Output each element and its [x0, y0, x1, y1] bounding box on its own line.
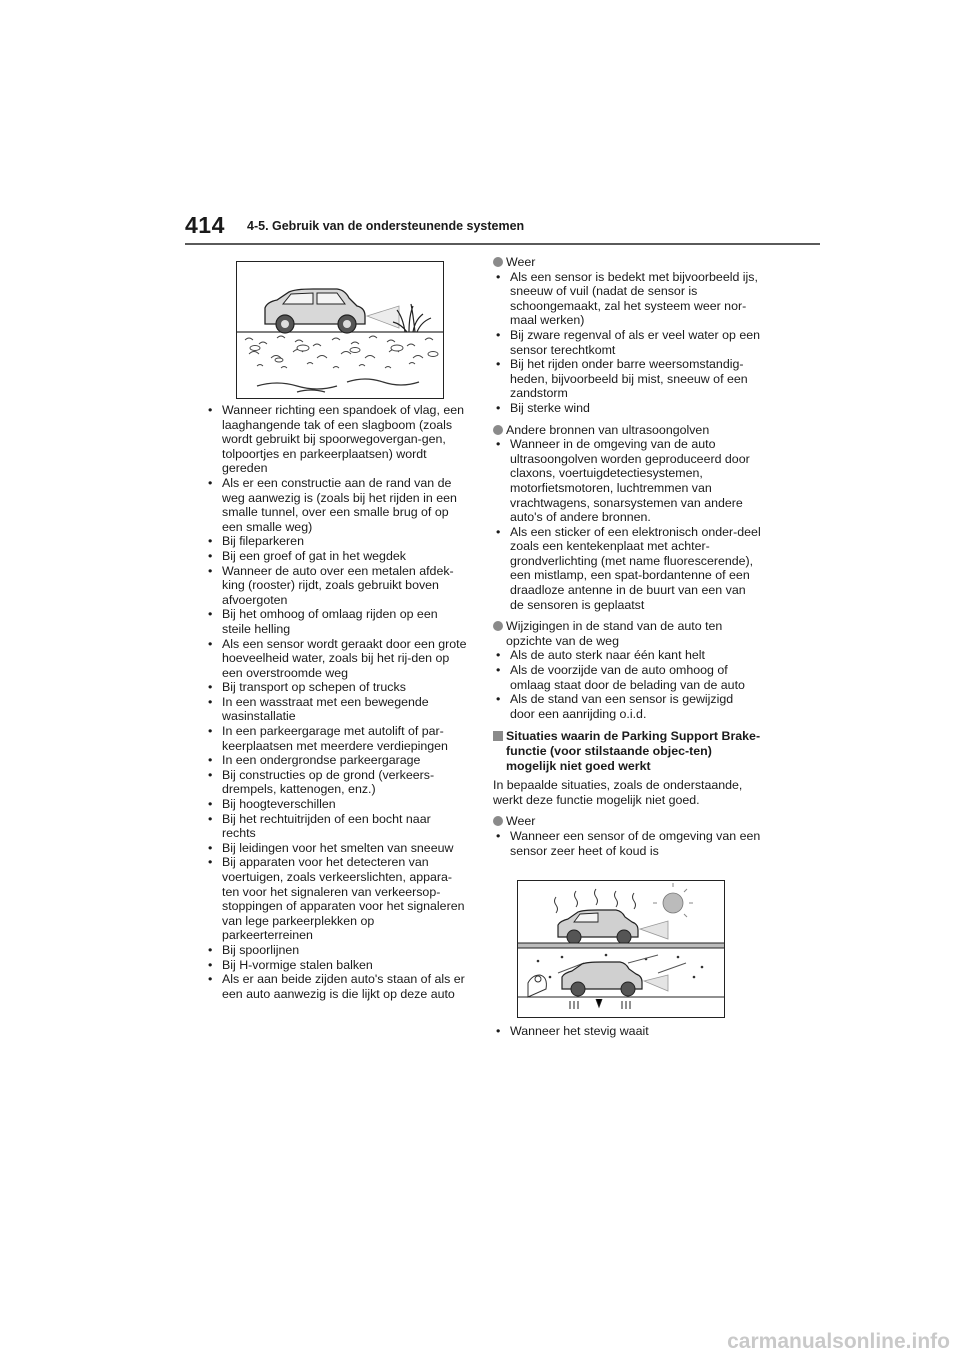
- list-item: • Bij hoogteverschillen: [205, 797, 467, 812]
- list-item: • Bij spoorlijnen: [205, 943, 467, 958]
- list-item: • In een wasstraat met een bewegende wasinstallatie: [205, 695, 467, 724]
- situations-heading: Situaties waarin de Parking Support Brake-functie (voor stilstaande objec-ten) mogelijk niet goed werkt: [493, 729, 761, 773]
- position-list: [493, 648, 761, 721]
- left-column: [205, 403, 467, 1001]
- list-item: • Bij H-vormige stalen balken: [205, 958, 467, 973]
- left-bullet-list: [205, 403, 467, 1001]
- ultrasound-list: [493, 437, 761, 612]
- watermark-text: carmanualsonline.info: [727, 1330, 950, 1353]
- header-rule: [185, 243, 820, 245]
- weather2-list: [493, 829, 761, 858]
- right-column: [493, 255, 761, 858]
- list-item: • Wanneer een sensor of de omgeving van een sensor zeer heet of koud is: [493, 829, 761, 858]
- list-item: • Bij zware regenval of als er veel water op een sensor terechtkomt: [493, 328, 761, 357]
- list-item: • Als er aan beide zijden auto's staan of als er een auto aanwezig is die lijkt op deze auto: [205, 972, 467, 1001]
- weather2-heading: Weer: [493, 814, 761, 829]
- list-item: • Als de stand van een sensor is gewijzigd door een aanrijding o.i.d.: [493, 692, 761, 721]
- illustration-heat-cold: [517, 880, 725, 1018]
- list-item: • Bij leidingen voor het smelten van sneeuw: [205, 841, 467, 856]
- heat-cold-drawing: [518, 881, 724, 1017]
- list-item: • Bij het omhoog of omlaag rijden op een steile helling: [205, 607, 467, 636]
- list-item: • Bij apparaten voor het detecteren van voertuigen, zoals verkeerslichten, appara-ten voor het signaleren van verkeersop-stoppingen of apparaten voor het signaleren van lege parkeerplekken op parkeerterreinen: [205, 855, 467, 943]
- list-item: • In een parkeergarage met autolift of par-keerplaatsen met meerdere verdiepingen: [205, 724, 467, 753]
- list-item: • In een ondergrondse parkeergarage: [205, 753, 467, 768]
- list-item: • Bij het rechtuitrijden of een bocht naar rechts: [205, 812, 467, 841]
- after-figure-block: [493, 1024, 761, 1039]
- circle-bullet-icon: [493, 257, 503, 267]
- weather-list: [493, 270, 761, 416]
- after-figure-list: [493, 1024, 761, 1039]
- ultrasound-heading: Andere bronnen van ultrasoongolven: [493, 423, 761, 438]
- circle-bullet-icon: [493, 425, 503, 435]
- list-item: • Bij een groef of gat in het wegdek: [205, 549, 467, 564]
- circle-bullet-icon: [493, 816, 503, 826]
- circle-bullet-icon: [493, 621, 503, 631]
- list-item: • Bij fileparkeren: [205, 534, 467, 549]
- list-item: • Als een sensor wordt geraakt door een grote hoeveelheid water, zoals bij het rij-den op een overstroomde weg: [205, 637, 467, 681]
- list-item: • Als de auto sterk naar één kant helt: [493, 648, 761, 663]
- list-item: • Bij het rijden onder barre weersomstandig-heden, bijvoorbeeld bij mist, sneeuw of een zandstorm: [493, 357, 761, 401]
- list-item: • Wanneer de auto over een metalen afdek-king (rooster) rijdt, zoals gebruikt boven afvoergoten: [205, 564, 467, 608]
- list-item: • Als een sticker of een elektronisch onder-deel zoals een kentekenplaat met achter-grondverlichting (met name fluorescerende), een mistlamp, een spat-bordantenne of een draadloze antenne in de buurt van een van de sensoren is geplaatst: [493, 525, 761, 613]
- list-item: • Als er een constructie aan de rand van de weg aanwezig is (zoals bij het rijden in een smalle tunnel, over een smalle brug of op een smalle weg): [205, 476, 467, 534]
- section-title: 4-5. Gebruik van de ondersteunende systemen: [247, 219, 525, 233]
- position-heading: Wijzigingen in de stand van de auto ten opzichte van de weg: [493, 619, 761, 648]
- list-item: • Wanneer in de omgeving van de auto ultrasoongolven worden geproduceerd door claxons, voertuigdetectiesystemen, motorfietsmotoren, luchtremmen van vrachtwagens, sonarsystemen van andere auto's of andere bronnen.: [493, 437, 761, 525]
- list-item: • Bij sterke wind: [493, 401, 761, 416]
- square-bullet-icon: [493, 731, 503, 741]
- weather-heading: Weer: [493, 255, 761, 270]
- list-item: • Bij transport op schepen of trucks: [205, 680, 467, 695]
- list-item: • Als een sensor is bedekt met bijvoorbeeld ijs, sneeuw of vuil (nadat de sensor is schoongemaakt, zal het systeem weer nor-maal werken): [493, 270, 761, 328]
- list-item: • Als de voorzijde van de auto omhoog of omlaag staat door de belading van de auto: [493, 663, 761, 692]
- list-item: • Wanneer het stevig waait: [493, 1024, 761, 1039]
- page-number: 414: [185, 212, 225, 238]
- illustration-car-grass: [236, 261, 444, 399]
- situations-paragraph: In bepaalde situaties, zoals de onderstaande, werkt deze functie mogelijk niet goed.: [493, 778, 743, 807]
- list-item: • Wanneer richting een spandoek of vlag, een laaghangende tak of een slagboom (zoals wordt gebruikt bij spoorwegovergan-gen, tolpoortjes en parkeerplaatsen) wordt gereden: [205, 403, 467, 476]
- list-item: • Bij constructies op de grond (verkeers-drempels, kattenogen, enz.): [205, 768, 467, 797]
- car-grass-drawing: [237, 262, 443, 398]
